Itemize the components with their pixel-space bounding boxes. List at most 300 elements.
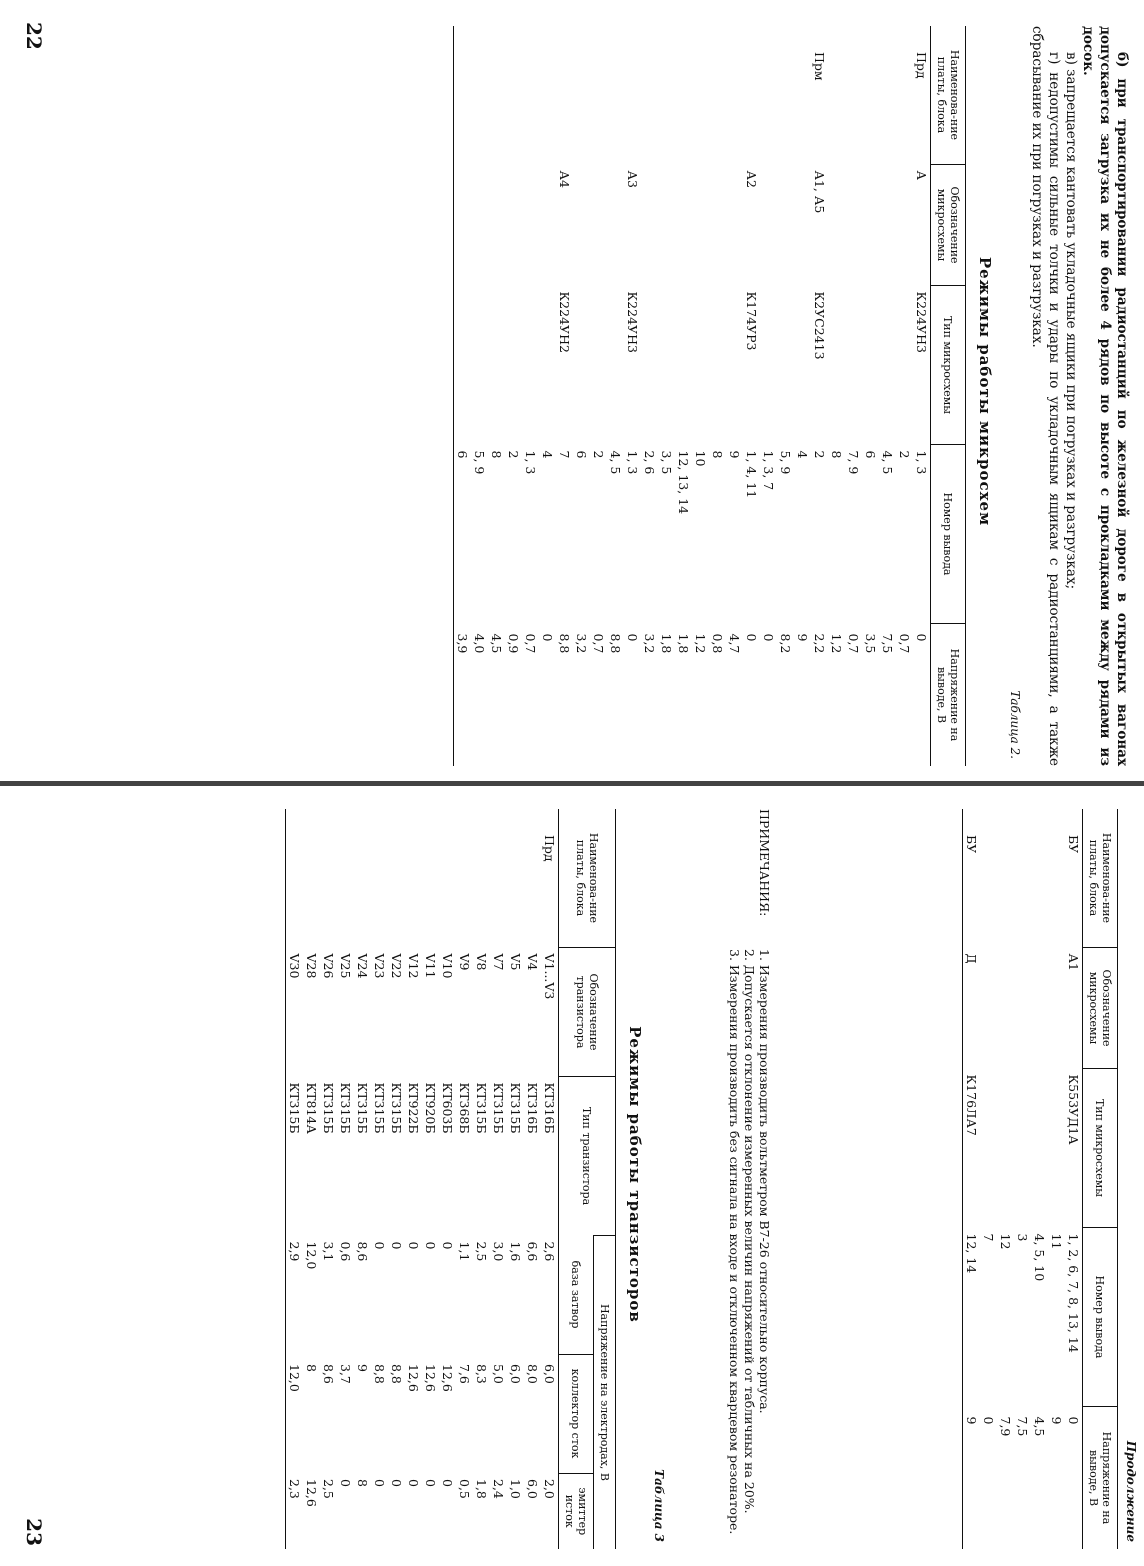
table-cell: 12,6	[304, 1479, 319, 1507]
table-row	[505, 26, 522, 766]
table-row	[488, 26, 505, 766]
table-row	[624, 26, 641, 766]
table-cell: КТ315Б	[286, 1077, 304, 1236]
table-cell: КТ315Б	[508, 1082, 523, 1134]
table-cell: 8,8	[389, 1364, 404, 1384]
table-cell: 6,6	[525, 1241, 540, 1262]
table-cell: 1,8	[474, 1479, 489, 1499]
table-cell	[828, 286, 845, 445]
table-cell: Прм	[812, 52, 827, 81]
table-cell: 8	[355, 1479, 370, 1487]
table-row	[980, 809, 997, 1549]
table-cell: 8,8	[557, 633, 572, 654]
table-cell	[488, 286, 505, 445]
table-cell: 2,2	[812, 633, 827, 654]
table-row	[388, 809, 405, 1549]
table-cell: 4, 5	[880, 450, 895, 475]
paragraph-v: в) запрещается кантовать укладочные ящики при погрузках и разгрузках;	[1063, 52, 1079, 590]
table-2-title: Режимы работы микросхем	[976, 256, 994, 527]
table-row	[828, 26, 845, 766]
table-cell	[726, 286, 743, 445]
table-cell: КТ315Б	[338, 1082, 353, 1134]
table-row	[777, 26, 794, 766]
table-cell	[743, 26, 760, 165]
table-cell	[658, 165, 675, 286]
table-2-caption: Таблица 2.	[1008, 690, 1022, 759]
table-cell	[286, 809, 304, 948]
table-cell: 9	[795, 633, 810, 642]
table-cell	[371, 809, 388, 948]
note-item: 3. Измерения производить без сигнала на входе и отключенном кварцевом резонаторе.	[727, 949, 742, 1535]
table-cell: 4, 5	[608, 450, 623, 475]
table-cell: V28	[304, 953, 319, 979]
table-cell: 0,7	[523, 633, 538, 654]
table-cell: 7,5	[880, 633, 895, 654]
table-cell	[879, 26, 896, 165]
table-cell	[354, 809, 371, 948]
table-cell	[980, 948, 997, 1069]
table-cell	[471, 165, 488, 286]
table-cell	[1031, 1069, 1048, 1228]
table-cell	[320, 809, 337, 948]
table-cell	[1014, 809, 1031, 948]
table-cell: 2	[897, 450, 912, 459]
table-row	[743, 26, 760, 766]
table-row	[1065, 809, 1083, 1549]
table-row	[692, 26, 709, 766]
table-cell: 8,0	[525, 1364, 540, 1384]
table-cell: 6,0	[508, 1364, 523, 1384]
table-cell: 6,0	[525, 1479, 540, 1499]
header-ic-type: Тип микросхемы	[1083, 1069, 1118, 1228]
table-cell	[624, 26, 641, 165]
table-row	[1031, 809, 1048, 1549]
table-cell: 2,0	[542, 1479, 557, 1499]
table-cell: V7	[491, 953, 506, 971]
table-cell: 9	[1049, 1416, 1064, 1425]
table-cell	[488, 26, 505, 165]
paragraph-b: б) при транспортировании радиостанций по железной дороге в открытых вагонах допускается загрузка их не более 4 рядов по высоте с прокладками между рядами из досок.	[1080, 26, 1130, 766]
table-cell	[641, 286, 658, 445]
table-cell	[845, 165, 862, 286]
table-row	[641, 26, 658, 766]
table-row	[862, 26, 879, 766]
table-3-caption: Таблица 3	[652, 1469, 666, 1542]
table-cell: КТ315Б	[474, 1082, 489, 1134]
table-cell: 1, 4, 11	[744, 450, 759, 499]
table-cell: V1...V3	[542, 953, 557, 1000]
table-cell: V9	[457, 953, 472, 971]
table-cell: К224УН2	[557, 291, 572, 353]
table-cell	[980, 809, 997, 948]
table-cell: 3,2	[642, 633, 657, 654]
table-cell: К176ЛА7	[963, 1069, 981, 1228]
table-cell	[794, 286, 811, 445]
header-transistor-type: Тип транзистора	[559, 1077, 616, 1236]
table-cell: 3,2	[574, 633, 589, 654]
table-row	[845, 26, 862, 766]
table-cell	[473, 809, 490, 948]
table-cell: 12, 13, 14	[676, 450, 691, 515]
table-cell: V5	[508, 953, 523, 971]
table-cell: 0,7	[846, 633, 861, 654]
header-pin-voltage: Напряжение на выводе, В	[931, 624, 966, 767]
table-cell: 1,2	[693, 633, 708, 654]
table-cell: 9	[727, 450, 742, 459]
table-cell: V26	[321, 953, 336, 979]
table-cell: 7	[981, 1233, 996, 1242]
table-cell: 8,8	[608, 633, 623, 654]
table-cell	[590, 165, 607, 286]
table-cell	[1048, 809, 1065, 948]
table-3-title: Режимы работы транзисторов	[626, 1026, 644, 1323]
table-cell: КТ315Б	[389, 1082, 404, 1134]
table-cell	[760, 286, 777, 445]
table-cell: 3,5	[863, 633, 878, 654]
table-cell: 3,0	[491, 1241, 506, 1262]
table-cell	[777, 26, 794, 165]
table-cell: 0	[981, 1416, 996, 1425]
table-cell	[1014, 1069, 1031, 1228]
table-cell: КТ603Б	[440, 1082, 455, 1134]
table-cell: 8	[489, 450, 504, 459]
table-cell	[488, 165, 505, 286]
right-page	[0, 783, 1144, 1566]
table-cell: 0	[372, 1241, 387, 1250]
table-cell	[997, 1069, 1014, 1228]
table-cell: 6	[574, 450, 589, 459]
table-row	[590, 26, 607, 766]
table-cell: 2	[591, 450, 606, 459]
header-collector-drain: коллектор сток	[559, 1354, 594, 1473]
header-pin-voltage: Напряжение на выводе, В	[1083, 1407, 1118, 1550]
table-cell: КТ922Б	[406, 1082, 421, 1134]
table-cell	[439, 809, 456, 948]
table-cell	[471, 286, 488, 445]
header-emitter-source: эмиттер исток	[559, 1473, 594, 1549]
table-cell: V10	[440, 953, 455, 979]
table-cell: 6,0	[542, 1364, 557, 1384]
table-row	[303, 809, 320, 1549]
table-cell: К224УН3	[625, 291, 640, 353]
table-cell: 8,2	[778, 633, 793, 654]
table-cell: 2,9	[286, 1236, 304, 1355]
table-cell	[454, 286, 472, 445]
header-board-name: Наименова-ние платы, блока	[559, 809, 616, 948]
table-row	[456, 809, 473, 1549]
table-row	[760, 26, 777, 766]
table-cell	[337, 809, 354, 948]
table-cell	[505, 26, 522, 165]
table-cell	[896, 286, 913, 445]
table-cell: V22	[389, 953, 404, 979]
table-cell	[1048, 1069, 1065, 1228]
page-number: 22	[22, 22, 46, 50]
table-cell: 0,7	[897, 633, 912, 654]
table-cell: 0	[423, 1241, 438, 1250]
table-cell	[777, 165, 794, 286]
paragraph-g: г) недопустимы сильные толчки и удары по укладочным ящикам с радиостанциями, а также сбрасывание их при погрузках и разгрузках.	[1029, 26, 1062, 766]
table-row	[879, 26, 896, 766]
table-cell	[1014, 948, 1031, 1069]
table-cell: 1,0	[508, 1479, 523, 1499]
table-cell: 9	[355, 1364, 370, 1372]
table-cell	[573, 165, 590, 286]
table-cell: 0,8	[710, 633, 725, 654]
table-row	[405, 809, 422, 1549]
table-cell: 0	[406, 1241, 421, 1250]
table-cell	[539, 165, 556, 286]
table-row	[507, 809, 524, 1549]
table-cell	[522, 165, 539, 286]
table-cell: 6	[454, 445, 472, 624]
table-cell	[524, 809, 541, 948]
table-cell: 3,7	[338, 1364, 353, 1384]
table-cell: 4	[540, 450, 555, 459]
table-cell: 3	[1015, 1233, 1030, 1242]
table-cell: 1,2	[829, 633, 844, 654]
table-cell: 5, 9	[778, 450, 793, 475]
table-cell	[997, 948, 1014, 1069]
table-cell: КТ315Б	[355, 1082, 370, 1134]
table-cell	[658, 26, 675, 165]
table-cell: 0	[423, 1479, 438, 1487]
table-cell: 1,6	[508, 1241, 523, 1262]
table-cell: 4,7	[727, 633, 742, 654]
table-cell	[879, 165, 896, 286]
table-cell	[573, 286, 590, 445]
table-row	[896, 26, 913, 766]
table-cell: 5,0	[491, 1364, 506, 1384]
header-base-gate: база затвор	[559, 1236, 594, 1355]
table-cell: 4,5	[1032, 1416, 1047, 1437]
table-cell	[456, 809, 473, 948]
table-continued-body	[963, 809, 1083, 1549]
table-cell	[522, 286, 539, 445]
table-cell	[862, 26, 879, 165]
table-row	[811, 26, 828, 766]
table-cell	[896, 26, 913, 165]
table-cell: 1,8	[676, 633, 691, 654]
table-cell	[828, 26, 845, 165]
table-row	[1014, 809, 1031, 1549]
table-row	[454, 26, 472, 766]
header-board-name: Наименова-ние платы, блока	[931, 26, 966, 165]
table-cell: 1, 3	[914, 450, 929, 475]
table-cell: 1,1	[457, 1241, 472, 1262]
table-cell: К553УД1А	[1066, 1074, 1081, 1145]
table-cell	[709, 165, 726, 286]
table-row	[371, 809, 388, 1549]
table-cell: 0,6	[338, 1241, 353, 1262]
table-row	[354, 809, 371, 1549]
table-cell	[828, 165, 845, 286]
table-cell: 0	[406, 1479, 421, 1487]
table-row	[726, 26, 743, 766]
table-cell: 0	[372, 1479, 387, 1487]
table-cell: А	[914, 170, 929, 180]
table-cell	[794, 26, 811, 165]
transistor-modes-table	[285, 809, 616, 1549]
header-ic-designation: Обозначение микросхемы	[1083, 948, 1118, 1069]
table-cell	[760, 165, 777, 286]
table-cell: V30	[286, 948, 304, 1077]
table-cell: 0	[389, 1479, 404, 1487]
notes-lead: ПРИМЕЧАНИЯ:	[757, 809, 772, 917]
table-cell: 7,9	[998, 1416, 1013, 1437]
table-cell: 0,9	[506, 633, 521, 654]
table-cell: 0	[440, 1241, 455, 1250]
table-cell	[709, 26, 726, 165]
table-cell: 0	[440, 1479, 455, 1487]
table-cell	[1031, 809, 1048, 948]
table-cell	[675, 165, 692, 286]
table-cell	[794, 165, 811, 286]
table-row	[473, 809, 490, 1549]
table-cell	[539, 286, 556, 445]
continuation-caption: Продолжение	[1124, 1440, 1138, 1542]
table-cell: 2,4	[491, 1479, 506, 1499]
table-cell: 0	[389, 1241, 404, 1250]
table-cell	[658, 286, 675, 445]
table-cell: 3,1	[321, 1241, 336, 1262]
table-cell: 0,5	[457, 1479, 472, 1499]
header-pin-number: Номер вывода	[931, 445, 966, 624]
table-cell	[896, 165, 913, 286]
table-cell: КТ316Б	[542, 1082, 557, 1134]
table-cell: 7,6	[457, 1364, 472, 1384]
table-cell	[675, 26, 692, 165]
table-cell	[607, 165, 624, 286]
table-cell: V11	[423, 953, 438, 979]
table-cell	[507, 809, 524, 948]
table-cell: 2,3	[286, 1473, 304, 1549]
table-cell	[980, 1069, 997, 1228]
table-cell: 12,6	[406, 1364, 421, 1392]
table-cell	[505, 286, 522, 445]
table-cell: 4,0	[472, 633, 487, 654]
table-cell: К224УН3	[914, 291, 929, 353]
table-cell	[692, 165, 709, 286]
note-item: 2. Допускается отклонение измеренных величин напряжений от табличных на 20%.	[742, 949, 757, 1514]
table-cell: 11	[1049, 1233, 1064, 1250]
table-cell: V23	[372, 953, 387, 979]
table-cell: А2	[744, 170, 759, 188]
table-cell: 8	[304, 1364, 319, 1372]
table-cell: 8,6	[321, 1364, 336, 1384]
table-cell: А1	[1066, 953, 1081, 971]
header-ic-type: Тип микросхемы	[931, 286, 966, 445]
table-cell: 4	[795, 450, 810, 459]
table-row	[539, 26, 556, 766]
table-cell: 3,9	[454, 624, 472, 767]
table-cell	[556, 26, 573, 165]
table-cell: 9	[963, 1407, 981, 1550]
table-cell	[607, 286, 624, 445]
table-cell: V24	[355, 953, 370, 979]
table-cell: 2,5	[321, 1479, 336, 1499]
table-cell: БУ	[1066, 835, 1081, 854]
table-cell	[641, 165, 658, 286]
table-cell	[641, 26, 658, 165]
table-cell	[845, 286, 862, 445]
table-cell: КТ315Б	[372, 1082, 387, 1134]
table-cell	[590, 26, 607, 165]
table-cell	[726, 165, 743, 286]
table-cell: 2	[812, 450, 827, 459]
table-cell	[1048, 948, 1065, 1069]
table-row	[524, 809, 541, 1549]
table-cell	[303, 809, 320, 948]
table-cell: 0	[625, 633, 640, 642]
table-cell	[879, 286, 896, 445]
table-cell: 12, 14	[963, 1228, 981, 1407]
table-cell: 8	[710, 450, 725, 459]
table-cell: 0	[744, 633, 759, 642]
table-cell	[675, 286, 692, 445]
microcircuit-modes-table-continued	[962, 809, 1118, 1549]
table-row	[490, 809, 507, 1549]
table-cell: КТ920Б	[423, 1082, 438, 1134]
table-cell	[405, 809, 422, 948]
table-row	[963, 809, 981, 1549]
table-row	[541, 809, 559, 1549]
table-cell: К174УР3	[744, 291, 759, 351]
table-cell: КТ315Б	[491, 1082, 506, 1134]
table-cell: КТ814А	[304, 1082, 319, 1134]
table-cell: 8	[829, 450, 844, 459]
table-row	[337, 809, 354, 1549]
table-cell: 12	[998, 1233, 1013, 1250]
table-cell: 5, 9	[472, 450, 487, 475]
table-cell	[607, 26, 624, 165]
table-cell: V8	[474, 953, 489, 971]
table-row	[556, 26, 573, 766]
table-cell: V12	[406, 953, 421, 979]
note-item: 1. Измерения производить вольтметром В7-26 относительно корпуса.	[757, 949, 772, 1414]
table-row	[286, 809, 304, 1549]
table-row	[997, 809, 1014, 1549]
table-cell: 2	[506, 450, 521, 459]
table-cell: 8,8	[372, 1364, 387, 1384]
table-cell	[777, 286, 794, 445]
table-cell: 7	[557, 450, 572, 459]
table-cell: 4, 5, 10	[1032, 1233, 1047, 1282]
table-row	[522, 26, 539, 766]
table-cell: 0	[540, 633, 555, 642]
table-cell: 12,6	[423, 1364, 438, 1392]
table-cell: 4,5	[489, 633, 504, 654]
table-cell: 6	[863, 450, 878, 459]
header-pin-number: Номер вывода	[1083, 1228, 1118, 1407]
table-cell: 2, 6	[642, 450, 657, 475]
table-row	[709, 26, 726, 766]
table-row	[439, 809, 456, 1549]
table-cell	[1031, 948, 1048, 1069]
table-cell	[422, 809, 439, 948]
table-cell	[522, 26, 539, 165]
table-cell: 2,5	[474, 1241, 489, 1262]
table-row	[913, 26, 931, 766]
table-cell	[692, 286, 709, 445]
table-cell	[760, 26, 777, 165]
table-cell: 7,5	[1015, 1416, 1030, 1437]
table-cell: 8,3	[474, 1364, 489, 1384]
table-cell: 10	[693, 450, 708, 467]
header-board-name: Наименова-ние платы, блока	[1083, 809, 1118, 948]
table-cell: БУ	[963, 809, 981, 948]
table-cell: Прд	[914, 52, 929, 79]
